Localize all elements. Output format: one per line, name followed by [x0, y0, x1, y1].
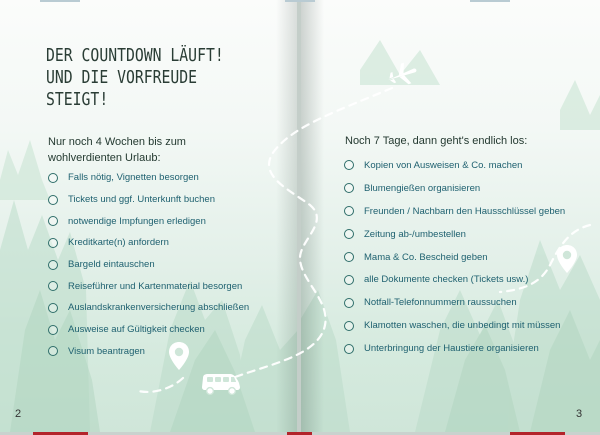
list-item [344, 337, 565, 360]
list-item-label: Auslandskrankenversicherung abschließen [68, 302, 250, 314]
list-item-label: Reiseführer und Kartenmaterial besorgen [68, 280, 243, 292]
list-item [344, 223, 565, 246]
list-item-label: Freunden / Nachbarn den Hausschlüssel geben [364, 205, 566, 217]
checkbox-circle[interactable] [48, 238, 58, 248]
list-item [48, 297, 249, 319]
list-item-label: Blumengießen organisieren [364, 182, 481, 194]
list-item [344, 291, 565, 314]
list-item-label: Bargeld eintauschen [68, 259, 155, 271]
list-item-label: Unterbringung der Haustiere organisieren [364, 343, 539, 355]
list-item [344, 314, 565, 337]
checkbox-circle[interactable] [344, 321, 354, 331]
list-item [344, 268, 565, 291]
headline-line-2: UND DIE VORFREUDE STEIGT! [46, 67, 198, 110]
checkbox-circle[interactable] [48, 346, 58, 356]
list-item-label: Ausweise auf Gültigkeit checken [68, 324, 205, 336]
headline-line-1: DER COUNTDOWN LÄUFT! [46, 45, 224, 66]
checkbox-circle[interactable] [344, 298, 354, 308]
list-item [48, 189, 249, 211]
checkbox-circle[interactable] [344, 252, 354, 262]
list-item-label: Kreditkarte(n) anfordern [68, 237, 169, 249]
list-item-label: Mama & Co. Bescheid geben [364, 251, 488, 263]
checklist-7-days [344, 154, 565, 360]
airplane-icon [385, 62, 419, 88]
list-item-label: Falls nötig, Vignetten besorgen [68, 172, 199, 184]
list-item-label: alle Dokumente checken (Tickets usw.) [364, 274, 529, 286]
list-item [48, 341, 249, 363]
checkbox-circle[interactable] [344, 183, 354, 193]
list-item [344, 200, 565, 223]
checkbox-circle[interactable] [48, 303, 58, 313]
list-item-label: notwendige Impfungen erledigen [68, 215, 206, 227]
list-item-label: Zeitung ab-/umbestellen [364, 228, 466, 240]
list-item [48, 232, 249, 254]
list-item-label: Tickets und ggf. Unterkunft buchen [68, 194, 215, 206]
van-icon [200, 372, 242, 396]
checkbox-circle[interactable] [48, 195, 58, 205]
list-item-label: Klamotten waschen, die unbedingt mit müssen [364, 320, 561, 332]
checkbox-circle[interactable] [48, 325, 58, 335]
left-intro-text: Nur noch 4 Wochen bis zum wohlverdienten Urlaub: [48, 136, 186, 164]
page-number: 2 [15, 408, 22, 420]
list-item-label: Kopien von Ausweisen & Co. machen [364, 159, 523, 171]
checkbox-circle[interactable] [344, 206, 354, 216]
checkbox-circle[interactable] [344, 344, 354, 354]
checkbox-circle[interactable] [48, 260, 58, 270]
list-item [48, 254, 249, 276]
list-item [344, 246, 565, 269]
checklist-4-weeks [48, 167, 249, 362]
list-item [344, 177, 565, 200]
list-item-label: Visum beantragen [68, 345, 145, 357]
checkbox-circle[interactable] [344, 160, 354, 170]
checkbox-circle[interactable] [344, 275, 354, 285]
checkbox-circle[interactable] [344, 229, 354, 239]
checkbox-circle[interactable] [48, 216, 58, 226]
checkbox-circle[interactable] [48, 281, 58, 291]
list-item [48, 210, 249, 232]
list-item [48, 167, 249, 189]
page-headline [46, 45, 235, 111]
checkbox-circle[interactable] [48, 173, 58, 183]
right-intro-text: Noch 7 Tage, dann geht's endlich los: [345, 135, 528, 147]
list-item [344, 154, 565, 177]
list-item-label: Notfall-Telefonnummern raussuchen [364, 297, 517, 309]
list-item [48, 275, 249, 297]
page-number: 3 [576, 408, 583, 420]
list-item [48, 319, 249, 341]
